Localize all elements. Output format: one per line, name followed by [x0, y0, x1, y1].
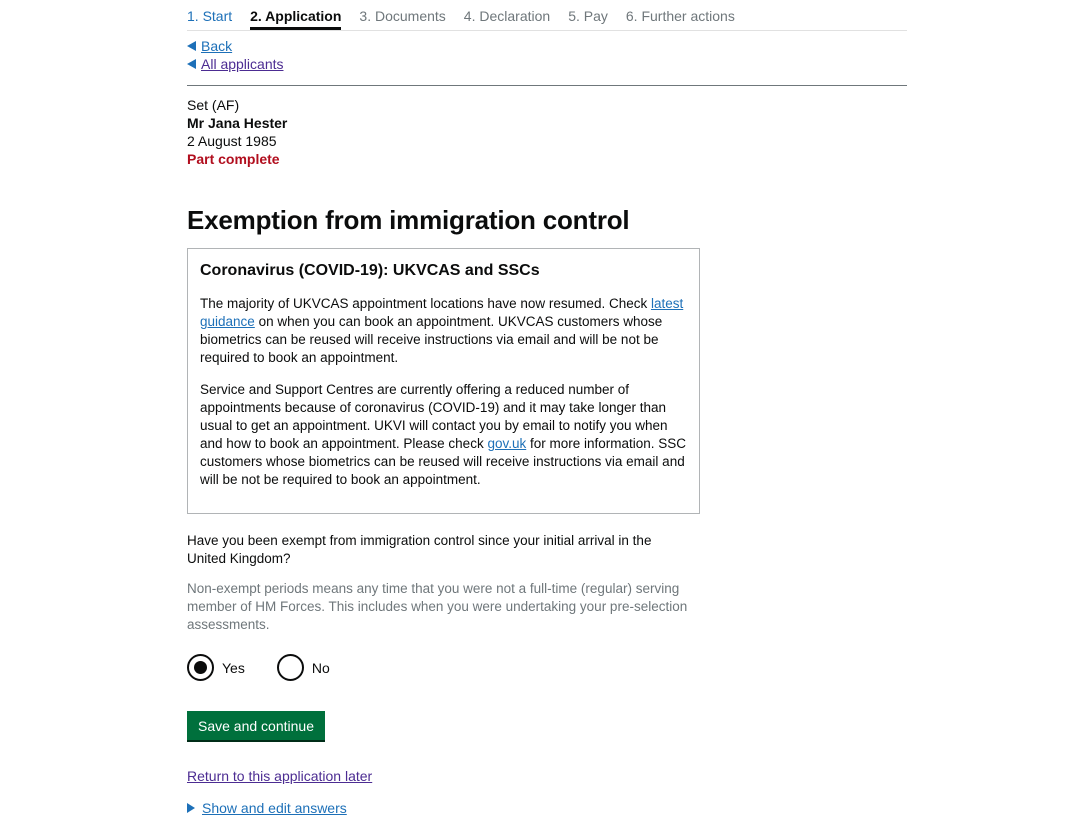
all-applicants-label: All applicants — [201, 56, 284, 72]
show-edit-answers-toggle[interactable] — [187, 800, 907, 816]
notice-p1-text: The majority of UKVCAS appointment locations have now resumed. Check — [200, 296, 651, 311]
return-later-link[interactable]: Return to this application later — [187, 768, 373, 784]
applicant-summary — [187, 96, 907, 168]
page-title: Exemption from immigration control — [187, 205, 630, 235]
all-applicants-link[interactable] — [187, 55, 907, 73]
question-hint: Non-exempt periods means any time that you were not a full-time (regular) serving member of HM Forces. This includes when you were undertaking your pre-selection assessments. — [187, 581, 688, 632]
notice-heading: Coronavirus (COVID-19): UKVCAS and SSCs — [200, 262, 540, 279]
notice-p2-text: Service and Support Centres are currently offering a reduced number of appointments because of coronavirus (COVID-19) and it may take longer than usual to get an appointment. UKVI will contact you by email to notify you when and how to book an appointment. Please check — [200, 382, 668, 451]
applicant-name: Mr Jana Hester — [187, 115, 288, 131]
exemption-radio-group — [187, 654, 907, 681]
show-edit-answers-label[interactable]: Show and edit answers — [202, 800, 347, 816]
radio-yes-circle[interactable] — [187, 654, 214, 681]
notice-p1-text-end: on when you can book an appointment. UKVCAS customers whose biometrics can be reused will receive instructions via email and will be not be required to book an appointment. — [200, 314, 663, 365]
save-and-continue-button[interactable]: Save and continue — [187, 711, 325, 740]
application-status: Part complete — [187, 151, 280, 167]
step-start[interactable]: 1. Start — [187, 8, 233, 24]
progress-steps — [187, 0, 907, 31]
radio-no-circle[interactable] — [277, 654, 304, 681]
step-further-actions: 6. Further actions — [625, 8, 735, 24]
step-declaration: 4. Declaration — [463, 8, 551, 24]
step-documents: 3. Documents — [359, 8, 446, 24]
step-pay: 5. Pay — [568, 8, 608, 24]
question-text: Have you been exempt from immigration control since your initial arrival in the United Kingdom? — [187, 533, 652, 566]
radio-yes[interactable] — [187, 654, 245, 681]
latest-guidance-link[interactable]: latest guidance — [200, 296, 684, 329]
radio-no-label[interactable]: No — [311, 659, 330, 676]
back-link-label: Back — [201, 38, 233, 54]
radio-no[interactable] — [277, 654, 330, 681]
applicant-set: Set (AF) — [187, 97, 240, 113]
back-link[interactable] — [187, 37, 907, 55]
radio-yes-label[interactable]: Yes — [222, 659, 245, 676]
expand-arrow-icon — [187, 803, 195, 813]
notice-paragraph-1 — [200, 295, 687, 367]
covid-notice-panel — [187, 248, 700, 514]
back-arrow-icon — [187, 59, 196, 69]
back-links — [187, 37, 907, 86]
main-page — [187, 0, 907, 816]
notice-p2-text-end: for more information. SSC customers whose biometrics can be reused will receive instructions via email and will be not be required to book an appointment. — [200, 436, 687, 487]
applicant-dob: 2 August 1985 — [187, 133, 277, 149]
notice-paragraph-2 — [200, 381, 687, 489]
back-arrow-icon — [187, 41, 196, 51]
step-application: 2. Application — [250, 0, 341, 30]
gov-uk-link[interactable]: gov.uk — [487, 436, 527, 451]
